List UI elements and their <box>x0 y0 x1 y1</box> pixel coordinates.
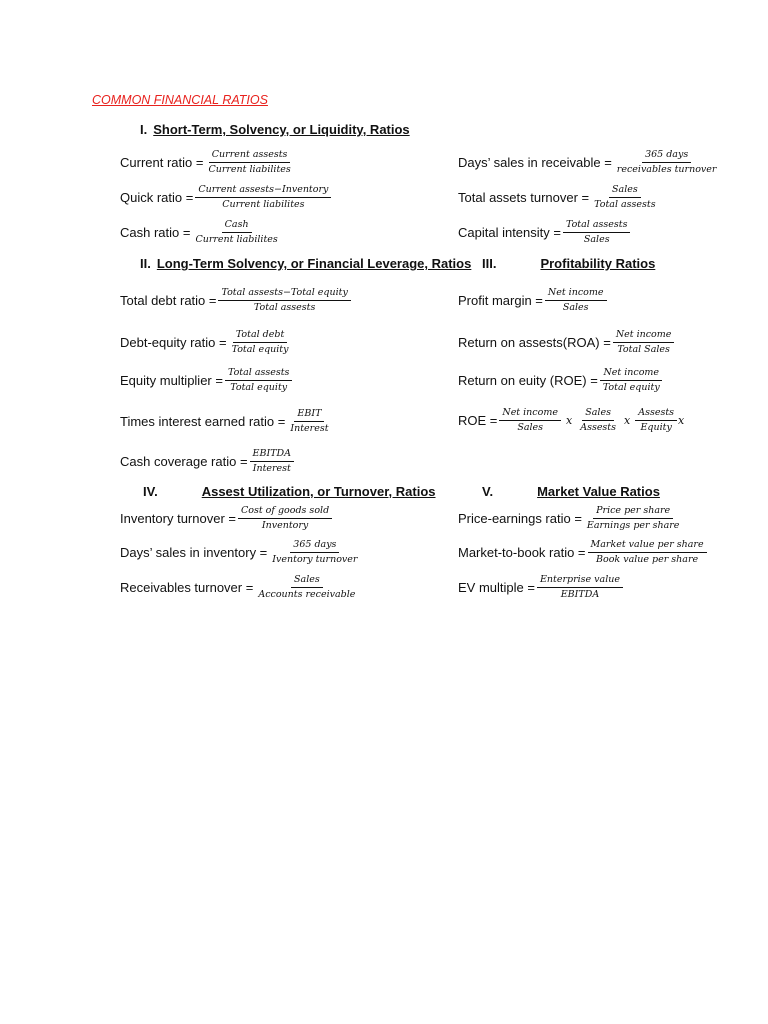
numerator: Total assests <box>563 219 630 233</box>
formula-label: Capital intensity = <box>458 225 561 240</box>
formula-label: Return on assests(ROA) = <box>458 335 611 350</box>
formula-total-assets-turnover <box>458 184 659 211</box>
fraction <box>613 329 675 356</box>
formula-label: Current ratio = <box>120 155 204 170</box>
denominator: Current liabilites <box>195 234 278 245</box>
formula-label: Cash coverage ratio = <box>120 454 248 469</box>
numerator: Net income <box>600 367 662 381</box>
numerator: EBITDA <box>250 448 294 462</box>
numerator: Total debt <box>233 329 287 343</box>
section-title: Assest Utilization, or Turnover, Ratios <box>201 484 436 499</box>
denominator: Total equity <box>231 344 289 355</box>
formula-roe-dupont <box>458 407 689 434</box>
denominator: Book value per share <box>596 554 699 565</box>
numerator: Sales <box>582 407 614 421</box>
formula-days-sales-receivable <box>458 149 719 176</box>
section-heading-leverage <box>140 256 471 271</box>
fraction <box>205 149 293 176</box>
section-title: Long-Term Solvency, or Financial Leverage, Ratios <box>156 256 472 271</box>
section-title: Market Value Ratios <box>537 484 660 499</box>
fraction <box>588 539 707 566</box>
formula-label: Return on euity (ROE) = <box>458 373 598 388</box>
formula-label: Quick ratio = <box>120 190 194 205</box>
denominator: Earnings per share <box>586 520 680 531</box>
formula-inventory-turnover <box>120 505 332 532</box>
numerator: Sales <box>609 184 641 198</box>
formula-days-sales-inventory <box>120 539 360 566</box>
numerator: Cost of goods sold <box>238 505 332 519</box>
formula-return-on-assets <box>458 329 674 356</box>
numerator: Net income <box>499 407 561 421</box>
formula-market-to-book <box>458 539 707 566</box>
fraction <box>563 219 630 246</box>
formula-label: Inventory turnover = <box>120 511 236 526</box>
fraction <box>584 505 682 532</box>
fraction <box>635 407 677 434</box>
formula-total-debt-ratio <box>120 287 351 314</box>
section-numeral: I. <box>140 122 148 137</box>
section-numeral: II. <box>140 256 151 271</box>
formula-label: Profit margin = <box>458 293 543 308</box>
formula-debt-equity-ratio <box>120 329 292 356</box>
denominator: Sales <box>517 422 544 433</box>
fraction <box>269 539 360 566</box>
formula-label: Cash ratio = <box>120 225 191 240</box>
section-heading-liquidity <box>140 122 410 137</box>
formula-cash-coverage <box>120 448 294 475</box>
formula-quick-ratio <box>120 184 331 211</box>
fraction <box>250 448 294 475</box>
numerator: Current assests−Inventory <box>195 184 331 198</box>
fraction <box>255 574 358 601</box>
fraction <box>218 287 350 314</box>
formula-label: Debt-equity ratio = <box>120 335 227 350</box>
fraction <box>238 505 332 532</box>
fraction <box>577 407 619 434</box>
section-title: Short-Term, Solvency, or Liquidity, Ratios <box>153 122 410 137</box>
formula-return-on-equity <box>458 367 663 394</box>
fraction <box>225 367 292 394</box>
denominator: Current liabilites <box>222 199 305 210</box>
formula-label: Equity multiplier = <box>120 373 223 388</box>
denominator: Inventory <box>261 520 309 531</box>
denominator: Total assests <box>594 199 656 210</box>
multiply-sign: x <box>678 414 685 427</box>
numerator: Total assests−Total equity <box>218 287 350 301</box>
denominator: Current liabilites <box>208 164 291 175</box>
denominator: Total Sales <box>617 344 670 355</box>
formula-current-ratio <box>120 149 294 176</box>
formula-profit-margin <box>458 287 607 314</box>
section-title: Profitability Ratios <box>540 256 656 271</box>
numerator: Sales <box>291 574 323 588</box>
multiply-sign: x <box>624 414 631 427</box>
numerator: Assests <box>635 407 677 421</box>
section-numeral: IV. <box>143 484 158 499</box>
section-heading-turnover <box>143 484 436 499</box>
formula-label: Total assets turnover = <box>458 190 590 205</box>
formula-price-earnings <box>458 505 682 532</box>
formula-label: Receivables turnover = <box>120 580 254 595</box>
formula-label: EV multiple = <box>458 580 535 595</box>
formula-label: Days’ sales in receivable = <box>458 155 612 170</box>
fraction <box>499 407 561 434</box>
fraction <box>591 184 658 211</box>
formula-times-interest-earned <box>120 408 332 435</box>
fraction <box>195 184 331 211</box>
numerator: Net income <box>613 329 675 343</box>
numerator: 365 days <box>642 149 691 163</box>
denominator: Interest <box>252 463 291 474</box>
fraction <box>545 287 607 314</box>
section-heading-market-value <box>482 484 660 499</box>
denominator: Total equity <box>230 382 288 393</box>
multiply-sign: x <box>565 414 573 427</box>
fraction <box>600 367 663 394</box>
fraction <box>229 329 292 356</box>
numerator: Total assests <box>225 367 292 381</box>
denominator: Assests <box>580 422 617 433</box>
formula-equity-multiplier <box>120 367 292 394</box>
formula-label: Times interest earned ratio = <box>120 414 286 429</box>
numerator: Enterprise value <box>537 574 623 588</box>
formula-label: Price-earnings ratio = <box>458 511 582 526</box>
formula-receivables-turnover <box>120 574 358 601</box>
numerator: Cash <box>222 219 252 233</box>
numerator: 365 days <box>290 539 339 553</box>
fraction <box>287 408 331 435</box>
formula-label: ROE = <box>458 413 498 428</box>
denominator: Iventory turnover <box>272 554 358 565</box>
formula-cash-ratio <box>120 219 281 246</box>
fraction <box>537 574 623 601</box>
numerator: Current assests <box>209 149 291 163</box>
numerator: Net income <box>545 287 607 301</box>
document-title: COMMON FINANCIAL RATIOS <box>92 93 268 107</box>
formula-label: Market-to-book ratio = <box>458 545 586 560</box>
denominator: Total equity <box>602 382 660 393</box>
denominator: Accounts receivable <box>258 589 356 600</box>
formula-label: Total debt ratio = <box>120 293 217 308</box>
numerator: EBIT <box>294 408 324 422</box>
formula-capital-intensity <box>458 219 630 246</box>
section-numeral: V. <box>482 484 494 499</box>
denominator: Equity <box>640 422 672 433</box>
numerator: Market value per share <box>588 539 707 553</box>
denominator: Interest <box>290 423 329 434</box>
formula-label: Days’ sales in inventory = <box>120 545 268 560</box>
denominator: Sales <box>562 302 589 313</box>
section-heading-profitability <box>482 256 655 271</box>
fraction <box>192 219 280 246</box>
denominator: Sales <box>583 234 610 245</box>
formula-ev-multiple <box>458 574 623 601</box>
denominator: EBITDA <box>560 589 600 600</box>
denominator: receivables turnover <box>616 164 717 175</box>
denominator: Total assests <box>253 302 316 313</box>
numerator: Price per share <box>593 505 673 519</box>
section-numeral: III. <box>482 256 497 271</box>
fraction <box>614 149 720 176</box>
